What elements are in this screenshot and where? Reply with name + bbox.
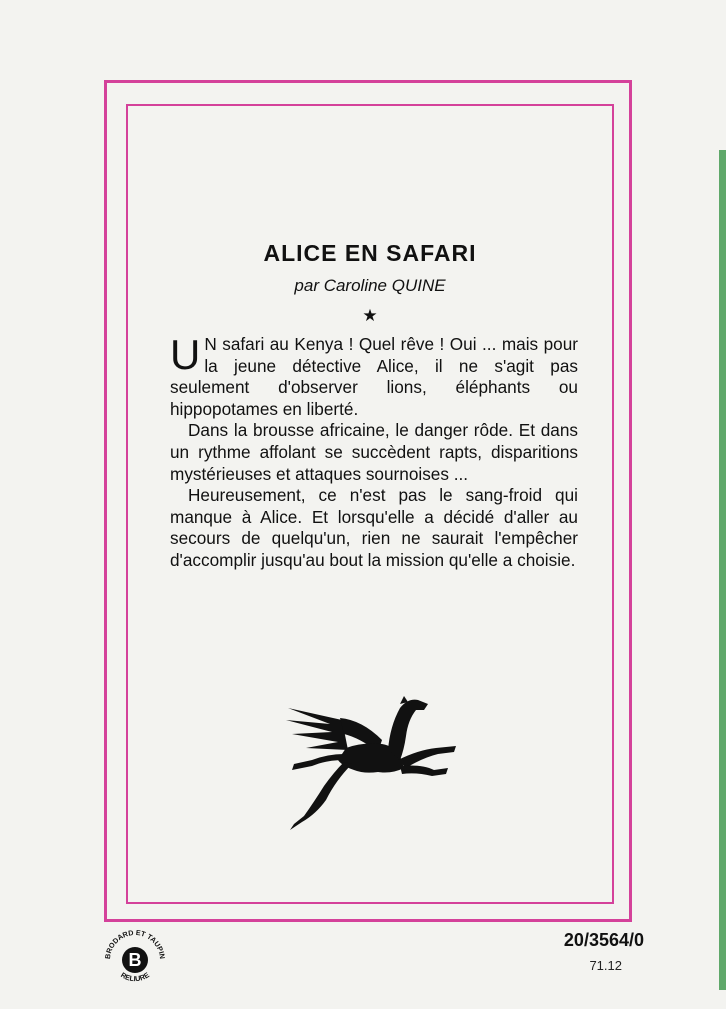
- print-code: 71.12: [589, 958, 622, 973]
- cover-edge: [719, 150, 726, 990]
- author-line: par Caroline QUINE: [294, 276, 446, 295]
- blurb-paragraph-2: Dans la brousse africaine, le danger rôde. Et dans un rythme affolant se succèdent rapts, disparitions mystérieuses et attaques sournoises ...: [170, 420, 578, 484]
- blurb-paragraph-3: Heureusement, ce n'est pas le sang-froid qui manque à Alice. Et lorsqu'elle a décidé d'aller au secours de quelqu'un, rien ne saurait l'empêcher d'accomplir jusqu'au bout la mission qu'elle a choisie.: [170, 485, 578, 570]
- star-separator: ★: [362, 306, 378, 325]
- book-title: ALICE EN SAFARI: [263, 240, 477, 266]
- drop-cap: U: [170, 331, 201, 378]
- catalog-code: 20/3564/0: [563, 930, 644, 950]
- svg-text:B: B: [128, 950, 142, 970]
- svg-text:BRODARD ET TAUPIN: BRODARD ET TAUPIN: [102, 927, 168, 960]
- blurb-paragraph-1: [170, 331, 578, 420]
- blurb: [170, 331, 578, 572]
- pegasus-icon: [282, 690, 462, 840]
- binder-badge: [100, 924, 170, 994]
- svg-text:RELIURE: RELIURE: [119, 970, 151, 984]
- blurb-paragraph-1-text: N safari au Kenya ! Quel rêve ! Oui ... mais pour la jeune détective Alice, il ne s'agit pas seulement d'observer lions, éléphants ou hippopotames en liberté.: [170, 334, 578, 419]
